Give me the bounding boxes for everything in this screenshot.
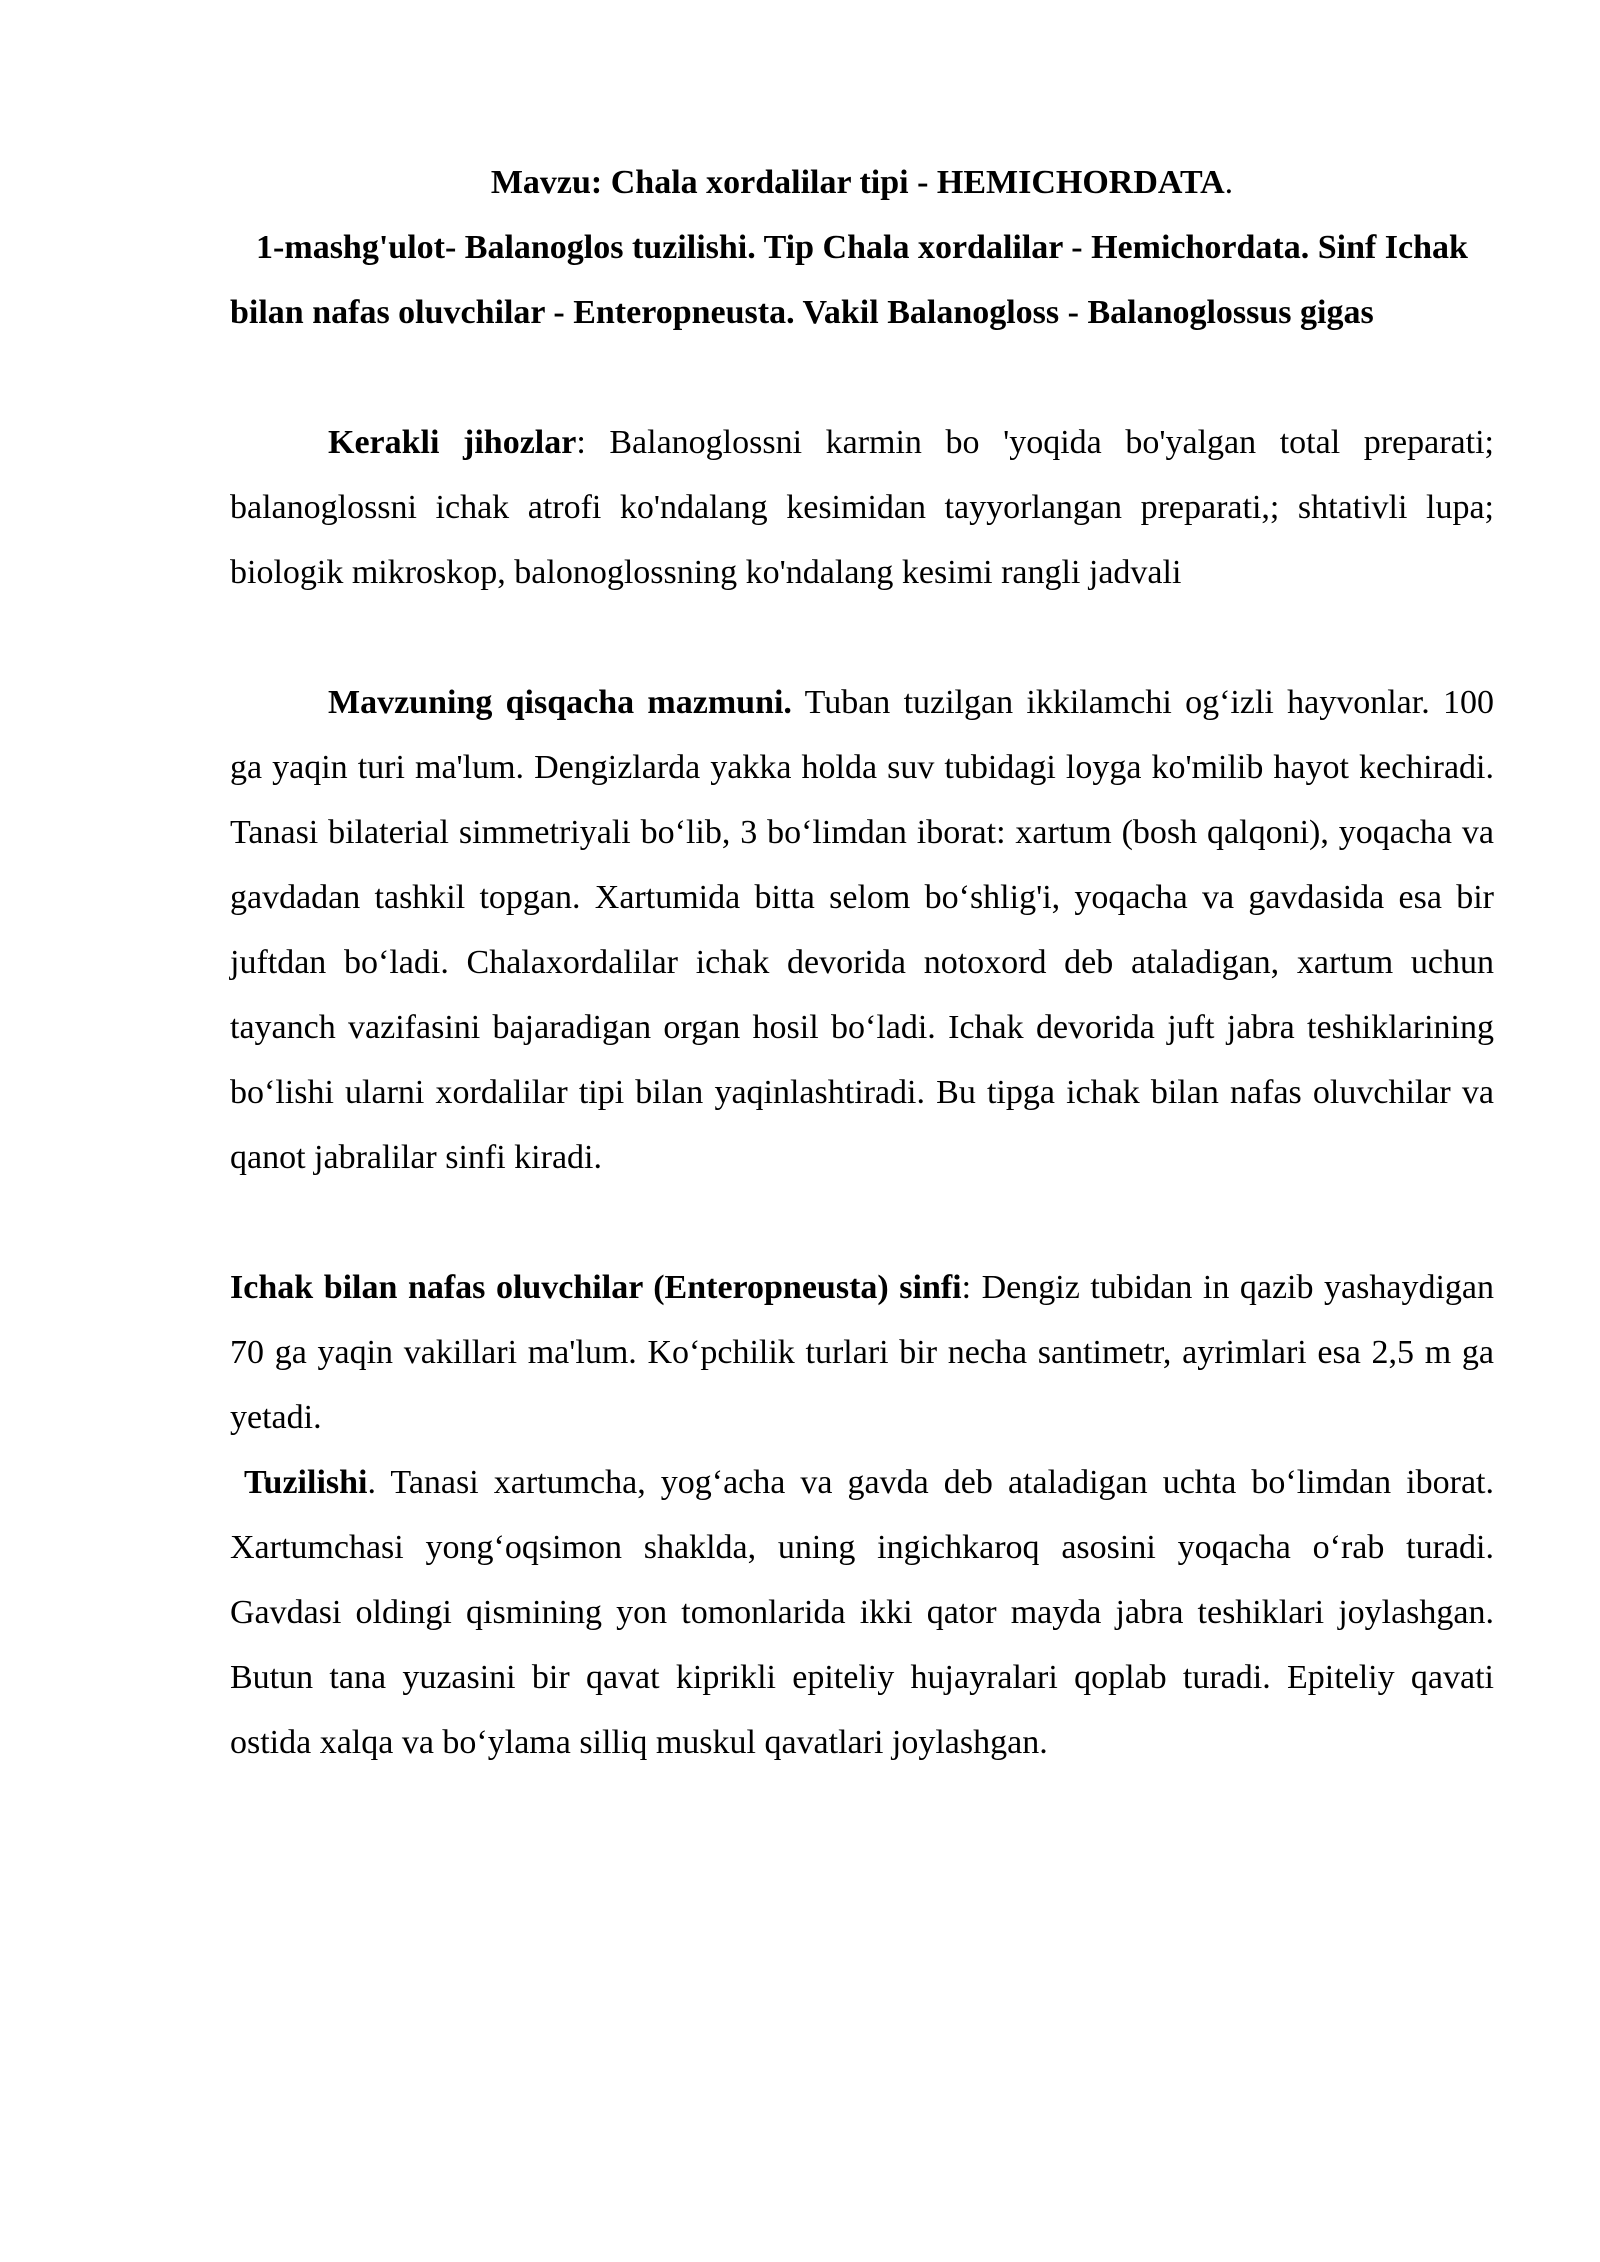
spacer bbox=[230, 345, 1494, 410]
summary-paragraph bbox=[230, 670, 1494, 1190]
equipment-label: Kerakli jihozlar bbox=[328, 424, 577, 461]
equipment-paragraph bbox=[230, 410, 1494, 605]
document-page bbox=[230, 150, 1494, 1775]
class-text: : Dengiz tubidan in qazib yashaydigan 70 ga yaqin vakillari ma'lum. Ko‘pchilik turlari bir necha santimetr, ayrimlari esa 2,5 m ga yetadi. bbox=[230, 1269, 1494, 1436]
spacer bbox=[230, 1190, 1494, 1255]
title-block bbox=[230, 150, 1494, 345]
equipment-text: : Balanoglossni karmin bo 'yoqida bo'yalgan total preparati; balanoglossni ichak atrofi ko'ndalang kesimidan tayyorlangan preparati,; shtativli lupa; biologik mikroskop, balonoglossning ko'ndalang kesimi rangli jadvali bbox=[230, 424, 1494, 591]
summary-label: Mavzuning qisqacha mazmuni. bbox=[328, 684, 792, 721]
structure-label: Tuzilishi bbox=[244, 1464, 368, 1501]
lesson-subtitle: 1-mashg'ulot- Balanoglos tuzilishi. Tip Chala xordalilar - Hemichordata. Sinf Ichak bilan nafas oluvchilar - Enteropneusta. Vakil Balanogloss - Balanoglossus gigas bbox=[230, 229, 1468, 331]
structure-text: . Tanasi xartumcha, yog‘acha va gavda deb ataladigan uchta bo‘limdan iborat. Xartumchasi yong‘oqsimon shaklda, uning ingichkaroq asosini yoqacha o‘rab turadi. Gavdasi oldingi qismining yon tomonlarida ikki qator mayda jabra teshiklari joylashgan. Butun tana yuzasini bir qavat kiprikli epiteliy hujayralari qoplab turadi. Epiteliy qavati ostida xalqa va bo‘ylama silliq muskul qavatlari joylashgan. bbox=[230, 1464, 1494, 1761]
topic-title-text: Mavzu: Chala xordalilar tipi - HEMICHORDATA bbox=[490, 164, 1225, 201]
topic-title-period: . bbox=[1224, 164, 1234, 201]
structure-paragraph bbox=[230, 1450, 1494, 1775]
summary-text: Tuban tuzilgan ikkilamchi og‘izli hayvonlar. 100 ga yaqin turi ma'lum. Dengizlarda yakka holda suv tubidagi loyga ko'milib hayot kechiradi. Tanasi bilaterial simmetriyali bo‘lib, 3 bo‘limdan iborat: xartum (bosh qalqoni), yoqacha va gavdadan tashkil topgan. Xartumida bitta selom bo‘shlig'i, yoqacha va gavdasida esa bir juftdan bo‘ladi. Chalaxordalilar ichak devorida notoxord deb ataladigan, xartum uchun tayanch vazifasini bajaradigan organ hosil bo‘ladi. Ichak devorida juft jabra teshiklarining bo‘lishi ularni xordalilar tipi bilan yaqinlashtiradi. Bu tipga ichak bilan nafas oluvchilar va qanot jabralilar sinfi kiradi. bbox=[230, 684, 1494, 1176]
topic-title bbox=[230, 150, 1494, 215]
spacer bbox=[230, 605, 1494, 670]
class-paragraph bbox=[230, 1255, 1494, 1450]
class-label: Ichak bilan nafas oluvchilar (Enteropneusta) sinfi bbox=[230, 1269, 962, 1306]
